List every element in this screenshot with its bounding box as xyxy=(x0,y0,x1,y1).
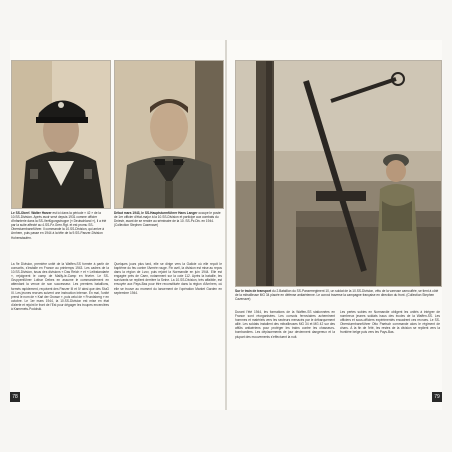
right-body-column-1: Durant l'été 1944, les formations de la Waffen-SS stationnées en France sont réorganisées. Les convois ferroviaires acheminent hommes et matériels vers les secteurs menacés par le débarquement allié. Les soldats installent des mitrailleuses MG 34 et MG 42 sur des affûts antiaériens pour protéger les trains contre les chasseurs-bombardiers. Les déplacements de jour deviennent dangereux et la plupart des mouvements s'effectuent la nuit. xyxy=(235,310,335,339)
photo3-caption-text: du 2.Bataillon du SS-Panzerregiment 10, un soldat de la 10.SS-Division, vêtu de la vareuse camouflée, se tient à côté de la mitrailleuse MG 34 placée en défense antiaérienne. Le convoi traverse la campagne française en direction du front. (Collection Stephen Cazenave) xyxy=(235,289,439,302)
page-number-right: 79 xyxy=(432,392,442,402)
right-page xyxy=(227,40,442,410)
photo-officer-uniform xyxy=(114,60,224,209)
right-body-column-2: Les pertes subies en Normandie obligent les unités à intégrer de nombreux jeunes soldats issus des écoles de la Waffen-SS. Les officiers et sous-officiers expérimentés encadrent ces recrues. Le SS-Obersturmbannführer Otto Paetsch commande alors le régiment de chars. À la fin de l'été, les restes de la division se replient vers la frontière belge puis vers les Pays-Bas. xyxy=(340,310,440,335)
photo-train-soldier-mg xyxy=(235,60,442,287)
left-body-column-1: La 9e Division, première unité de la Waffen-SS formée à partir de conscrits, s'installe en France au printemps 1943. Les cadres de la 10.SS-Division, issus des divisions « Das Reich » et « Leibstandarte », rejoignent le camp de Mailly-le-Camp en février. Le SS-Gruppenführer Lothar Debes en assume le commandement en attendant la venue de son successeur. Les premiers bataillons, formés rapidement, reçoivent des Panzer III et IV ainsi que des StuG III. Les jeunes recrues suivent une instruction intense. En mai, l'unité prend le nom de « Karl der Grosse », puis celui de « Frundsberg » en octobre. Le 1er mars 1944, la 10.SS-Division est mise en état d'alerte et rejoint le front de l'Est pour dégager les troupes encerclées à Kamenets-Podolski. xyxy=(11,262,109,312)
photo1-caption-text: est ici dans la période « 42 » de la 10.SS-Division. Après avoir servi depuis 1931 comme officier d'infanterie dans la SS-Verfügungstruppe (« Deutschland »), il a été par la suite affecté au 4.SS-Pz.Gren.Rgt. et est promu SS-Obersturmbannführer. Il commande la 10.SS-Division, qui arrive à Arnhem, puis passe en 1944 à la tête de la 9.SS-Panzer-Division Hohenstaufen. xyxy=(11,211,107,240)
photo3-caption xyxy=(235,289,440,305)
left-page xyxy=(10,40,225,410)
left-body-column-2: Quelques jours plus tard, elle se dirige vers la Galicie où elle reçoit le baptême du feu contre l'Armée rouge. Fin avril, la division est mise au repos dans la région de Lvov, puis rejoint la Normandie en juin 1944. Elle est engagée près de Caen, notamment sur la cote 112. Après la bataille, les survivants se replient derrière la Seine. La 10.SS-Division, très affaiblie, est envoyée aux Pays-Bas pour être reconstituée dans la région d'Arnhem, où elle se trouve au moment du lancement de l'opération Market Garden en septembre 1944. xyxy=(114,262,222,295)
photo2-caption-lead: Début mars 1943, le SS-Hauptsturmführer Hans Langer xyxy=(114,211,198,215)
photo2-caption xyxy=(114,211,222,257)
photo1-caption xyxy=(11,211,109,257)
photo-officer-cap xyxy=(11,60,111,209)
photo2-caption-text: occupe le poste de 1er officier d'état-major à la 10.SS-Division et participe aux combats du Dniestr, avant de se rendre au séminaire de la 10. SS-Pz.Div. en 1944. (Collection Stephen Cazenave) xyxy=(114,211,221,228)
photo1-caption-lead: Le SS-Oberf. Walter Harzer xyxy=(11,211,52,215)
photo3-caption-lead: Sur le train de transport xyxy=(235,289,272,293)
page-number-left: 78 xyxy=(10,392,20,402)
